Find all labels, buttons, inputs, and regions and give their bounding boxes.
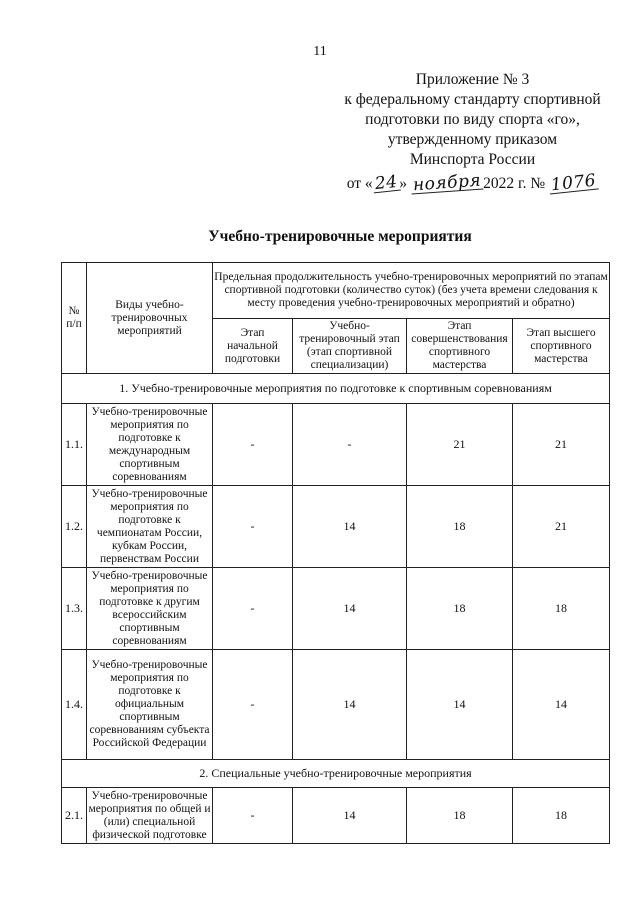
row-value-improvement: 18 — [407, 486, 513, 568]
appendix-line-4: утвержденному приказом — [387, 131, 558, 148]
header-number: № п/п — [62, 263, 87, 374]
table-row — [62, 568, 610, 650]
row-value-initial: - — [213, 486, 293, 568]
date-day-close: » — [399, 175, 408, 192]
row-value-training: 14 — [293, 650, 407, 760]
document-title: Учебно-тренировочные мероприятия — [208, 228, 472, 245]
section-2-title: 2. Специальные учебно-тренировочные мероприятия — [62, 760, 610, 788]
row-value-higher: 21 — [513, 486, 610, 568]
row-value-higher: 14 — [513, 650, 610, 760]
row-event-name: Учебно-тренировочные мероприятия по подготовке к официальным спортивным соревнованиям субъекта Российской Федерации — [87, 650, 213, 760]
row-value-initial: - — [213, 788, 293, 844]
row-event-name: Учебно-тренировочные мероприятия по общей и (или) специальной физической подготовке — [87, 788, 213, 844]
header-stage-initial: Этап начальной подготовки — [213, 319, 293, 374]
table-row — [62, 788, 610, 844]
row-value-training: 14 — [293, 788, 407, 844]
section-1-title: 1. Учебно-тренировочные мероприятия по подготовке к спортивным соревнованиям — [62, 374, 610, 404]
header-stage-training: Учебно-тренировочный этап (этап спортивной специализации) — [293, 319, 407, 374]
training-events-table — [61, 262, 610, 844]
row-value-improvement: 18 — [407, 568, 513, 650]
handwritten-order-number: 1076 — [550, 170, 598, 196]
row-value-improvement: 14 — [407, 650, 513, 760]
table-row — [62, 650, 610, 760]
row-value-improvement: 21 — [407, 404, 513, 486]
appendix-line-2: к федеральному стандарту спортивной — [344, 91, 601, 108]
row-event-name: Учебно-тренировочные мероприятия по подготовке к другим всероссийским спортивным соревнованиям — [87, 568, 213, 650]
row-number: 2.1. — [62, 788, 87, 844]
row-value-training: - — [293, 404, 407, 486]
appendix-line-5: Минспорта России — [409, 151, 536, 168]
table-row — [62, 486, 610, 568]
date-prefix: от « — [346, 175, 373, 192]
row-number: 1.2. — [62, 486, 87, 568]
appendix-line-1: Приложение № 3 — [415, 71, 530, 88]
page-number: 11 — [313, 44, 327, 59]
row-value-initial: - — [213, 568, 293, 650]
appendix-block — [330, 70, 615, 194]
date-year: 2022 г. № — [483, 175, 546, 192]
row-number: 1.1. — [62, 404, 87, 486]
table-row — [62, 404, 610, 486]
row-value-higher: 18 — [513, 568, 610, 650]
header-event-type: Виды учебно-тренировочных мероприятий — [87, 263, 213, 374]
row-value-training: 14 — [293, 568, 407, 650]
row-value-training: 14 — [293, 486, 407, 568]
row-value-initial: - — [213, 404, 293, 486]
handwritten-day: 24 — [373, 171, 399, 195]
section-row — [62, 374, 610, 404]
row-value-improvement: 18 — [407, 788, 513, 844]
header-stage-higher: Этап высшего спортивного мастерства — [513, 319, 610, 374]
header-row-1 — [62, 263, 610, 319]
row-event-name: Учебно-тренировочные мероприятия по подготовке к чемпионатам России, кубкам России, первенствам России — [87, 486, 213, 568]
section-row — [62, 760, 610, 788]
row-number: 1.4. — [62, 650, 87, 760]
row-number: 1.3. — [62, 568, 87, 650]
row-value-initial: - — [213, 650, 293, 760]
header-duration-group: Предельная продолжительность учебно-тренировочных мероприятий по этапам спортивной подготовки (количество суток) (без учета времени следования к месту проведения учебно-тренировочных мероприятий и обратно) — [213, 263, 610, 319]
row-event-name: Учебно-тренировочные мероприятия по подготовке к международным спортивным соревнованиям — [87, 404, 213, 486]
appendix-line-3: подготовки по виду спорта «го», — [365, 111, 580, 128]
row-value-higher: 21 — [513, 404, 610, 486]
header-stage-improvement: Этап совершенствования спортивного мастерства — [407, 319, 513, 374]
appendix-date-line — [330, 170, 615, 196]
handwritten-month: ноября — [412, 170, 482, 196]
row-value-higher: 18 — [513, 788, 610, 844]
